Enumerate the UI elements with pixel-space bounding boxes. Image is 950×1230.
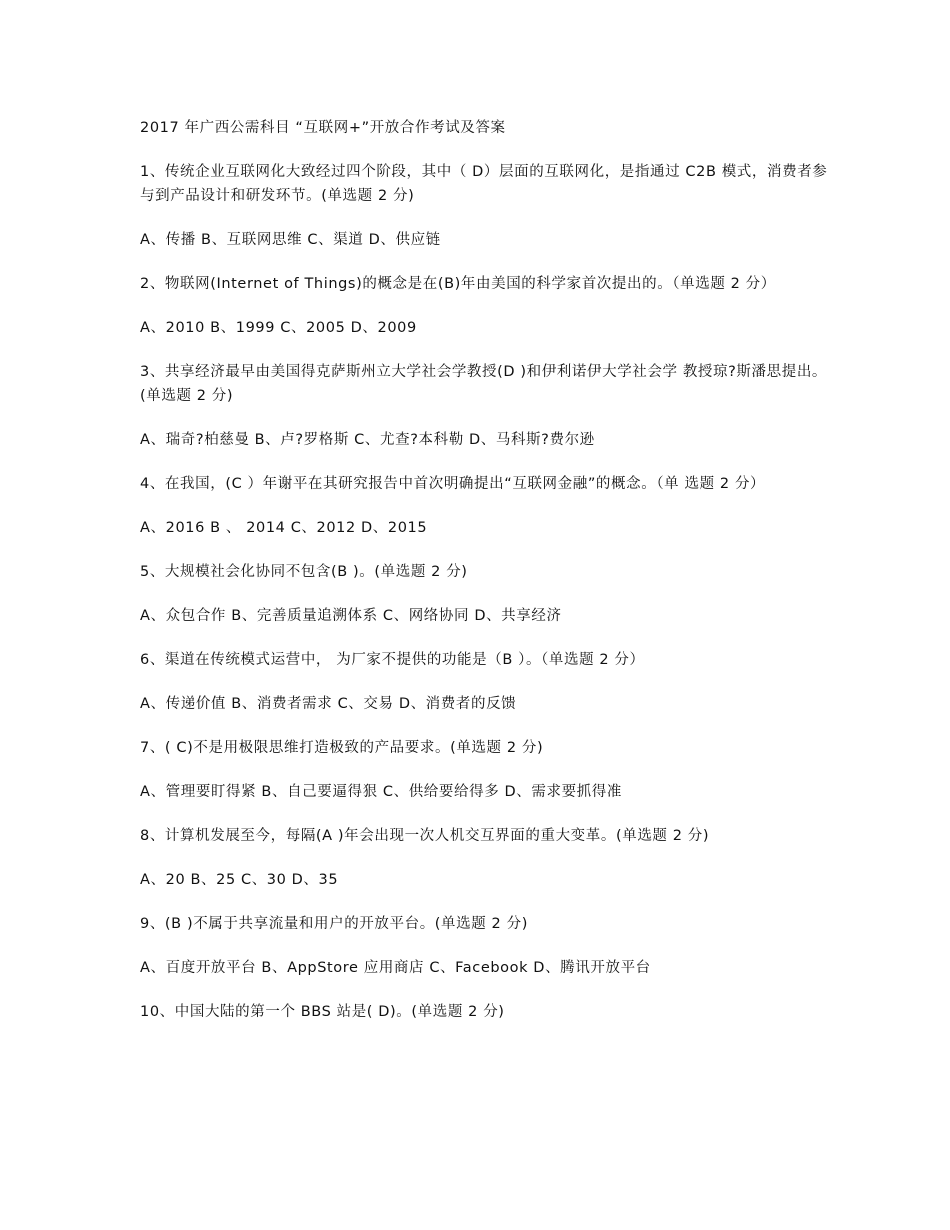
question-6: 6、渠道在传统模式运营中， 为厂家不提供的功能是（B ）。（单选题 2 分） (140, 652, 645, 668)
question-8: 8、计算机发展至今，每隔(A )年会出现一次人机交互界面的重大变革。(单选题 2 分) (140, 828, 710, 844)
question-2: 2、物联网(Internet of Things)的概念是在(B)年由美国的科学家首次提出的。（单选题 2 分） (140, 276, 776, 292)
options-2: A、2010 B、1999 C、2005 D、2009 (140, 320, 417, 336)
options-8: A、20 B、25 C、30 D、35 (140, 872, 339, 888)
question-1: 1、传统企业互联网化大致经过四个阶段，其中（ D）层面的互联网化，是指通过 C2B 模式，消费者参与到产品设计和研发环节。(单选题 2 分) (140, 164, 828, 204)
options-6: A、传递价值 B、消费者需求 C、交易 D、消费者的反馈 (140, 696, 517, 712)
options-3: A、瑞奇?柏慈曼 B、卢?罗格斯 C、尤查?本科勒 D、马科斯?费尔逊 (140, 432, 595, 448)
document-title: 2017 年广西公需科目 “互联网+”开放合作考试及答案 (140, 120, 506, 136)
question-9: 9、(B )不属于共享流量和用户的开放平台。(单选题 2 分) (140, 916, 528, 932)
question-3: 3、共享经济最早由美国得克萨斯州立大学社会学教授(D )和伊利诺伊大学社会学 教授琼?斯潘思提出。(单选题 2 分) (140, 364, 828, 404)
options-4: A、2016 B 、 2014 C、2012 D、2015 (140, 520, 428, 536)
options-7: A、管理要盯得紧 B、自己要逼得狠 C、供给要给得多 D、需求要抓得准 (140, 784, 622, 800)
question-5: 5、大规模社会化协同不包含(B )。(单选题 2 分) (140, 564, 468, 580)
options-1: A、传播 B、互联网思维 C、渠道 D、供应链 (140, 232, 441, 248)
question-7: 7、( C)不是用极限思维打造极致的产品要求。(单选题 2 分) (140, 740, 544, 756)
options-5: A、众包合作 B、完善质量追溯体系 C、网络协同 D、共享经济 (140, 608, 562, 624)
question-10: 10、中国大陆的第一个 BBS 站是( D)。(单选题 2 分) (140, 1004, 505, 1020)
options-9: A、百度开放平台 B、AppStore 应用商店 C、Facebook D、腾讯开放平台 (140, 960, 651, 976)
question-4: 4、在我国，(C ）年谢平在其研究报告中首次明确提出“互联网金融”的概念。（单 选题 2 分） (140, 476, 766, 492)
document-content (140, 116, 830, 1044)
